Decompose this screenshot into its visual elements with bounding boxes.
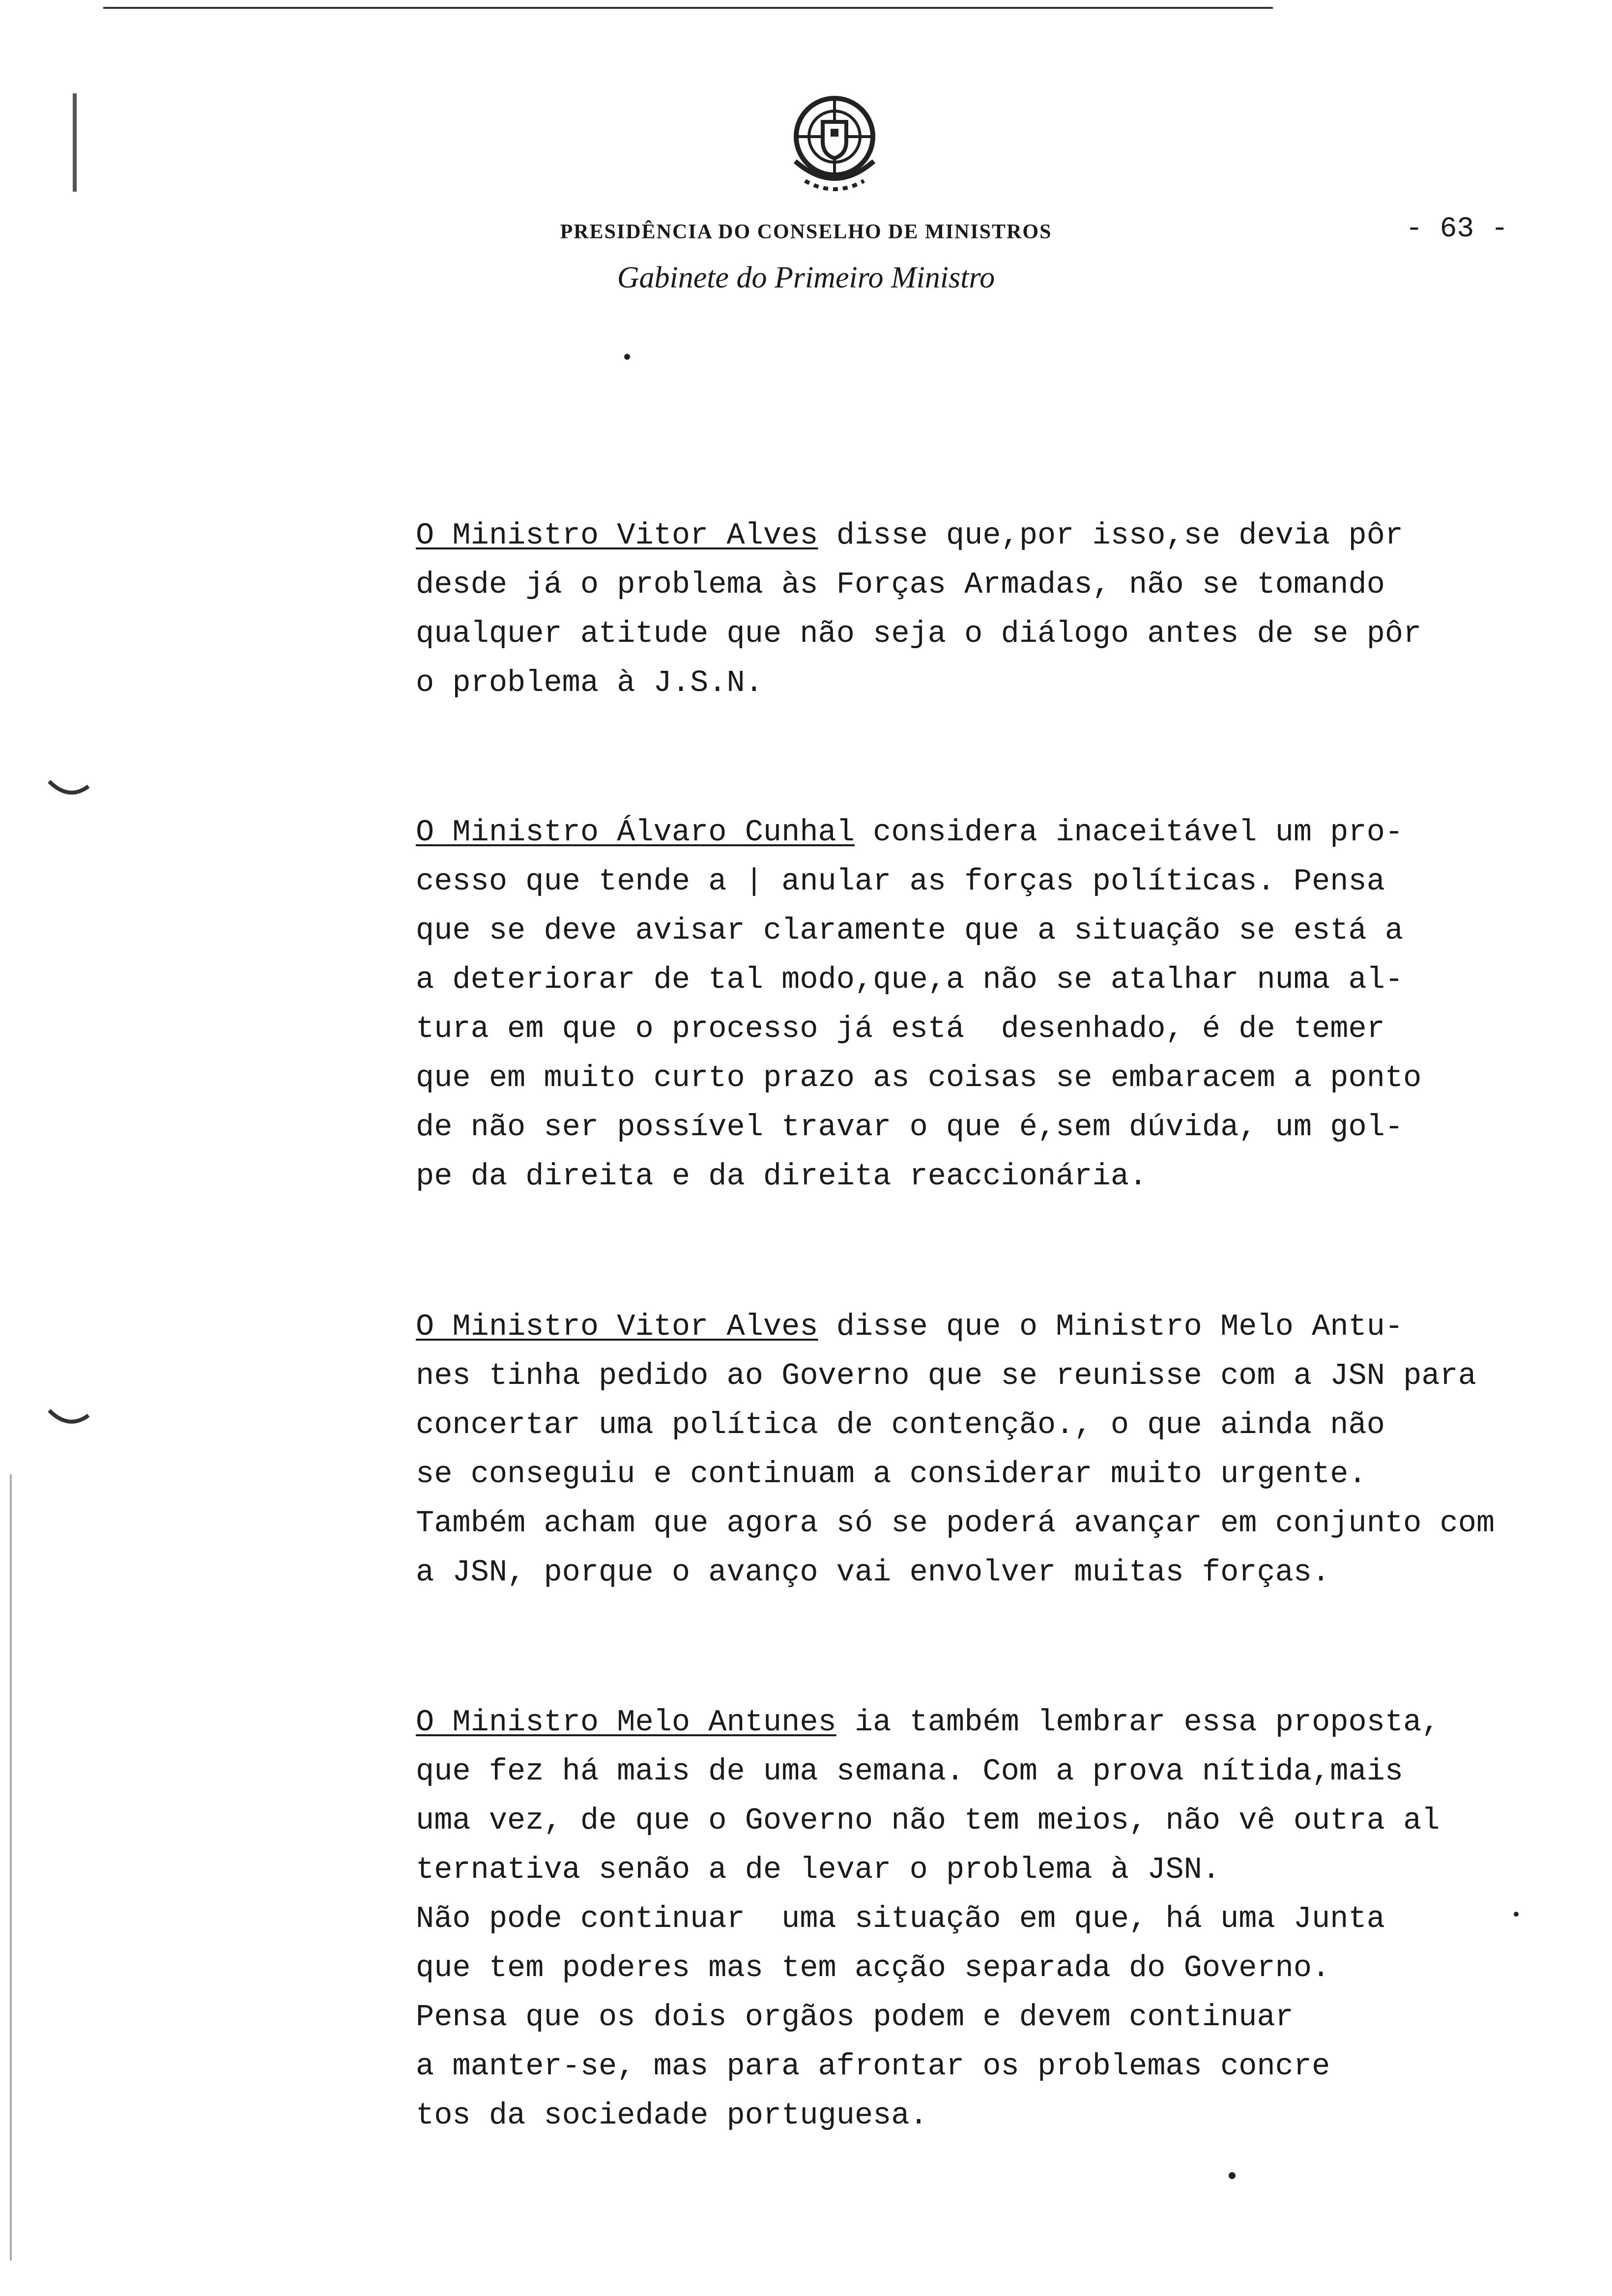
- paragraph-line: [416, 1698, 1590, 1747]
- paragraph-line: o problema à J.S.N.: [416, 665, 763, 700]
- paragraph-line: [416, 511, 1590, 560]
- speaker-name: O Ministro Vitor Alves: [416, 518, 818, 553]
- scan-speck: [1229, 2172, 1236, 2179]
- paragraph-text: disse que,por isso,se devia pôr: [818, 518, 1404, 553]
- paragraph-text: disse que o Ministro Melo Antu-: [818, 1309, 1404, 1344]
- paragraph-line: nes tinha pedido ao Governo que se reunisse com a JSN para: [416, 1358, 1476, 1393]
- paragraph-line: cesso que tende a | anular as forças políticas. Pensa: [416, 864, 1385, 899]
- paragraph-line: pe da direita e da direita reaccionária.: [416, 1159, 1148, 1194]
- page-top-rule: [103, 7, 1273, 9]
- paragraph-line: [416, 1302, 1590, 1351]
- paragraph-line: Não pode continuar uma situação em que, há uma Junta: [416, 1901, 1385, 1936]
- page-number: - 63 -: [1406, 213, 1508, 245]
- margin-tick: [73, 93, 77, 192]
- paragraph-line: Pensa que os dois orgãos podem e devem continuar: [416, 2000, 1294, 2035]
- paragraph-line: ternativa senão a de levar o problema à JSN.: [416, 1852, 1221, 1887]
- scan-speck: [624, 354, 630, 360]
- scan-speck: [1514, 1912, 1519, 1917]
- paragraph-line: desde já o problema às Forças Armadas, não se tomando: [416, 567, 1385, 602]
- paragraph-line: que se deve avisar claramente que a situação se está a: [416, 913, 1404, 948]
- paragraph-line: Também acham que agora só se poderá avançar em conjunto com: [416, 1506, 1495, 1541]
- paragraph-line: que fez há mais de uma semana. Com a prova nítida,mais: [416, 1754, 1404, 1789]
- paragraph-melo-antunes: [416, 1698, 1590, 2140]
- paragraph-line: se conseguiu e continuam a considerar muito urgente.: [416, 1457, 1367, 1492]
- paragraph-line: tos da sociedade portuguesa.: [416, 2098, 928, 2133]
- paragraph-line: [416, 808, 1590, 857]
- paragraph-line: a deteriorar de tal modo,que,a não se atalhar numa al-: [416, 962, 1404, 997]
- speaker-name: O Ministro Álvaro Cunhal: [416, 815, 855, 850]
- paragraph-line: a JSN, porque o avanço vai envolver muitas forças.: [416, 1555, 1330, 1590]
- paragraph-line: qualquer atitude que não seja o diálogo antes de se pôr: [416, 616, 1422, 651]
- speaker-name: O Ministro Melo Antunes: [416, 1705, 836, 1740]
- header-subtitle: Gabinete do Primeiro Ministro: [617, 261, 995, 294]
- paragraph-vitor-alves-2: [416, 1302, 1590, 1597]
- paragraph-text: considera inaceitável um pro-: [854, 815, 1404, 850]
- paragraph-line: que tem poderes mas tem acção separada do Governo.: [416, 1951, 1330, 1985]
- paragraph-line: uma vez, de que o Governo não tem meios, não vê outra al: [416, 1803, 1440, 1838]
- paragraph-alvaro-cunhal: [416, 808, 1590, 1201]
- paragraph-line: tura em que o processo já está desenhado, é de temer: [416, 1011, 1385, 1046]
- paragraph-text: ia também lembrar essa proposta,: [836, 1705, 1440, 1740]
- paragraph-vitor-alves-1: [416, 511, 1590, 708]
- paragraph-line: de não ser possível travar o que é,sem dúvida, um gol-: [416, 1110, 1404, 1145]
- paragraph-line: concertar uma política de contenção., o que ainda não: [416, 1407, 1385, 1442]
- margin-tick: [10, 1474, 12, 2261]
- paragraph-line: que em muito curto prazo as coisas se embaracem a ponto: [416, 1061, 1422, 1095]
- paragraph-line: a manter-se, mas para afrontar os problemas concre: [416, 2049, 1330, 2084]
- coat-of-arms-seal-icon: [776, 87, 893, 205]
- binding-hole-mark: [44, 776, 93, 806]
- binding-hole-mark: [44, 1406, 93, 1435]
- speaker-name: O Ministro Vitor Alves: [416, 1309, 818, 1344]
- header-title: PRESIDÊNCIA DO CONSELHO DE MINISTROS: [560, 221, 1052, 243]
